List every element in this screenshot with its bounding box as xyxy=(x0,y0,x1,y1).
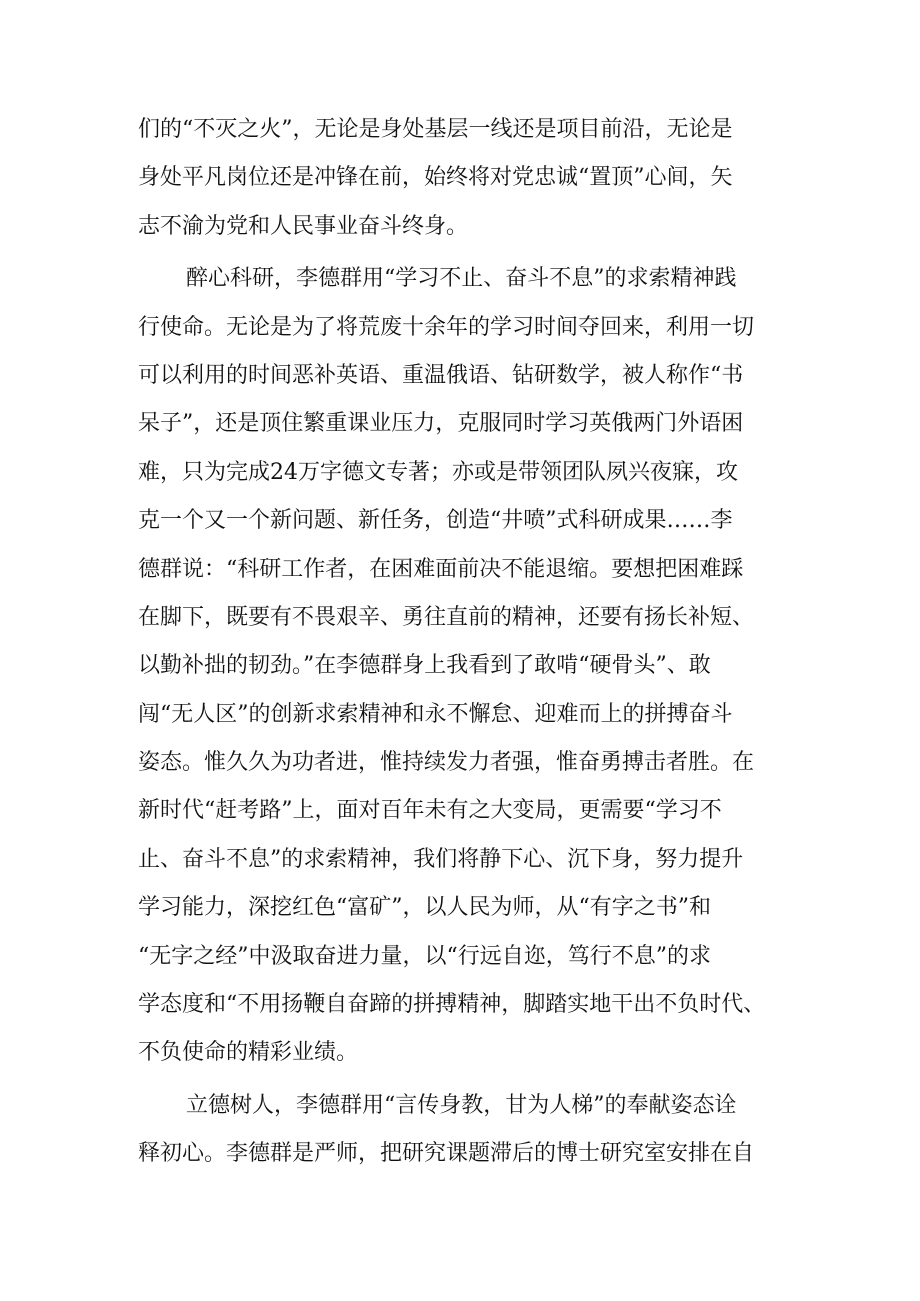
text-line: 立德树人，李德群用“言传身教，甘为人梯”的奉献姿态诠 xyxy=(186,1092,737,1118)
text-line: 克一个又一个新问题、新任务，创造“井喷”式科研成果……李 xyxy=(138,508,733,534)
text-line: 可以利用的时间恶补英语、重温俄语、钻研数学，被人称作“书 xyxy=(138,362,744,388)
text-line: 以勤补拙的韧劲。”在李德群身上我看到了敢啃“硬骨头”、敢 xyxy=(138,653,711,679)
text-line: 新时代“赶考路”上，面对百年未有之大变局，更需要“学习不 xyxy=(138,798,722,824)
text-line: 身处平凡岗位还是冲锋在前，始终将对党忠诚“置顶”心间，矢 xyxy=(138,165,733,191)
text-line: 们的“不灭之火”，无论是身处基层一线还是项目前沿，无论是 xyxy=(138,117,733,142)
text-line: 在脚下，既要有不畏艰辛、勇往直前的精神，还要有扬长补短、 xyxy=(138,604,755,630)
text-line: 德群说：“科研工作者，在困难面前决不能退缩。要想把困难踩 xyxy=(138,556,744,582)
text-line: 释初心。李德群是严师，把研究课题滞后的博士研究室安排在自 xyxy=(138,1141,755,1167)
text-line: “无字之经”中汲取奋进力量，以“行远自迩，笃行不息”的求 xyxy=(138,943,711,969)
text-line: 行使命。无论是为了将荒废十余年的学习时间夺回来，利用一切 xyxy=(138,314,755,340)
text-line: 学习能力，深挖红色“富矿”，以人民为师，从“有字之书”和 xyxy=(138,895,711,921)
text-line: 呆子”，还是顶住繁重课业压力，克服同时学习英俄两门外语困 xyxy=(138,411,744,437)
document-body xyxy=(138,106,798,1179)
text-line: 醉心科研，李德群用“学习不止、奋斗不息”的求索精神践 xyxy=(186,266,737,292)
text-line: 姿态。惟久久为功者进，惟持续发力者强，惟奋勇搏击者胜。在 xyxy=(138,750,755,776)
paragraph-2 xyxy=(138,255,798,1078)
text-line: 难，只为完成24万字德文专著；亦或是带领团队夙兴夜寐，攻 xyxy=(138,459,738,485)
text-line: 闯“无人区”的创新求索精神和永不懈怠、迎难而上的拼搏奋斗 xyxy=(138,701,733,727)
text-line: 学态度和“不用扬鞭自奋蹄的拼搏精神，脚踏实地干出不负时代、 xyxy=(138,992,766,1018)
text-line: 不负使命的精彩业绩。 xyxy=(138,1040,359,1066)
paragraph-3 xyxy=(138,1082,798,1179)
text-line: 止、奋斗不息”的求索精神，我们将静下心、沉下身，努力提升 xyxy=(138,846,744,872)
text-line: 志不渝为党和人民事业奋斗终身。 xyxy=(138,213,469,239)
paragraph-1 xyxy=(138,106,798,251)
